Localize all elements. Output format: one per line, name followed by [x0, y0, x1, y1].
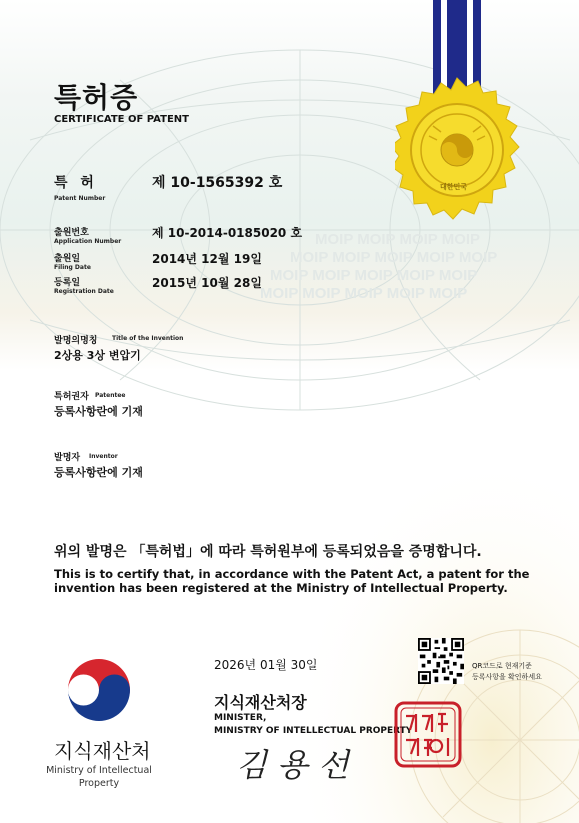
issue-date: 2026년 01월 30일 — [214, 658, 318, 672]
svg-text:MOIP MOIP MOIP MOIP: MOIP MOIP MOIP MOIP — [315, 231, 481, 248]
certificate-title: 특허증 — [54, 81, 139, 114]
patentee-label-en: Patentee — [95, 392, 126, 399]
application-number-value: 제 10-2014-0185020 호 — [152, 226, 303, 240]
inventor-label-en: Inventor — [89, 453, 118, 460]
registration-date-label: 등록일 — [54, 278, 81, 288]
registration-date-label-en: Registration Date — [54, 288, 114, 295]
issuer-title-line2: MINISTRY OF INTELLECTUAL PROPERTY — [214, 726, 413, 736]
qr-note — [472, 661, 542, 683]
inventor-label: 발명자 — [54, 453, 81, 463]
svg-text:MOIP MOIP MOIP MOIP MOIP: MOIP MOIP MOIP MOIP MOIP — [270, 267, 478, 284]
invention-title-value: 2상용 3상 변압기 — [54, 349, 141, 362]
patent-number-label-en: Patent Number — [54, 195, 106, 202]
application-number-label: 출원번호 — [54, 228, 89, 238]
patentee-label: 특허권자 — [54, 392, 89, 402]
signature: 김용선 — [236, 746, 359, 784]
issuer-agency: 지식재산처장 — [214, 693, 307, 712]
certification-statement-ko: 위의 발명은 「특허법」에 따라 특허원부에 등록되었음을 증명합니다. — [54, 544, 482, 560]
application-number-label-en: Application Number — [54, 238, 122, 245]
registration-date-value: 2015년 10월 28일 — [152, 276, 262, 290]
invention-title-label: 발명의명칭 — [54, 336, 98, 346]
medal-text: 대한민국 — [440, 183, 468, 191]
issuer-title-line1: MINISTER, — [214, 713, 267, 723]
certificate-subtitle: CERTIFICATE OF PATENT — [54, 114, 189, 125]
inventor-value: 등록사항란에 기재 — [54, 466, 143, 479]
svg-text:MOIP MOIP MOIP MOIP MOIP: MOIP MOIP MOIP MOIP MOIP — [260, 285, 468, 302]
ministry-logo-icon — [64, 655, 134, 725]
issuer-title — [214, 712, 412, 738]
invention-title-label-en: Title of the Invention — [112, 335, 184, 342]
patent-number-value: 제 10-1565392 호 — [152, 175, 283, 191]
patent-number-label: 특 허 — [54, 175, 98, 191]
official-seal — [392, 700, 464, 770]
filing-date-label: 출원일 — [54, 254, 81, 264]
svg-text:MOIP MOIP MOIP MOIP MOIP: MOIP MOIP MOIP MOIP MOIP — [290, 249, 498, 266]
qr-code[interactable] — [418, 638, 464, 684]
patentee-value: 등록사항란에 기재 — [54, 405, 143, 418]
qr-note-line2: 등록사항을 확인하세요 — [472, 673, 542, 681]
certification-statement-en: This is to certify that, in accordance with the Patent Act, a patent for the invention has been registered at the Ministry of Intellectual Property. — [54, 567, 530, 595]
filing-date-label-en: Filing Date — [54, 264, 91, 271]
filing-date-value: 2014년 12월 19일 — [152, 252, 262, 266]
ministry-logo-name-en: Ministry of Intellectual Property — [46, 765, 152, 789]
ministry-logo-name-ko: 지식재산처 — [54, 739, 151, 763]
qr-note-line1: QR코드로 현재기준 — [472, 662, 532, 670]
